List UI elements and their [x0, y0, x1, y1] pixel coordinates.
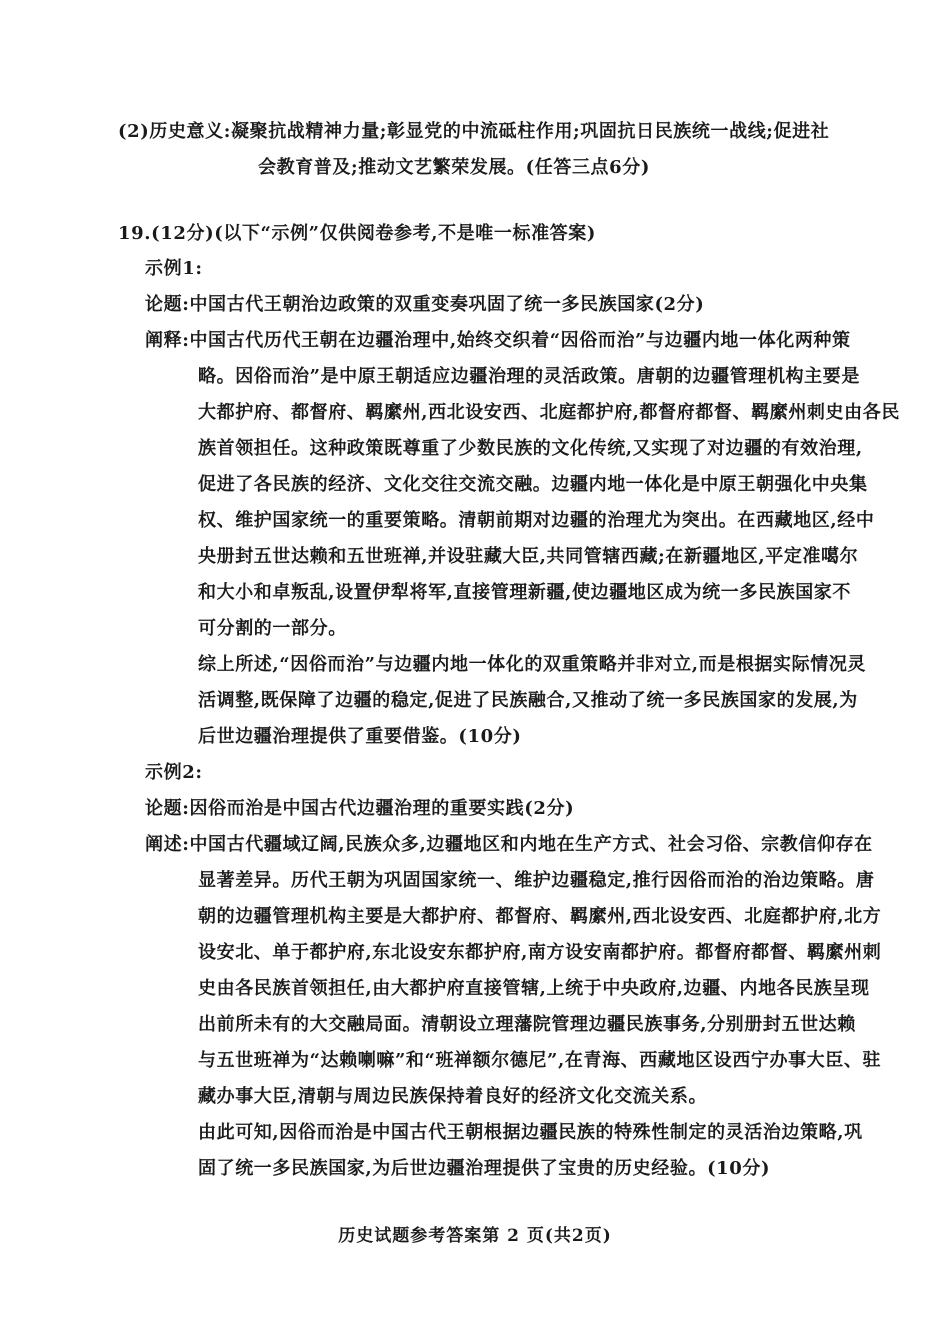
part2-line-2: 会教育普及;推动文艺繁荣发展。(任答三点6分) — [258, 157, 650, 178]
example2-line: 阐述:中国古代疆域辽阔,民族众多,边疆地区和内地在生产方式、社会习俗、宗教信仰存在 — [145, 834, 873, 855]
example1-thesis: 论题:中国古代王朝治边政策的双重变奏巩固了统一多民族国家(2分) — [145, 294, 705, 315]
example2-line: 固了统一多民族国家,为后世边疆治理提供了宝贵的历史经验。(10分) — [198, 1158, 771, 1179]
example1-line: 促进了各民族的经济、文化交往交流交融。边疆内地一体化是中原王朝强化中央集 — [198, 474, 868, 495]
example2-line: 设安北、单于都护府,东北设安东都护府,南方设安南都护府。都督府都督、羁縻州刺 — [198, 942, 882, 963]
example2-line: 朝的边疆管理机构主要是大都护府、都督府、羁縻州,西北设安西、北庭都护府,北方 — [198, 906, 882, 927]
example1-line: 阐释:中国古代历代王朝在边疆治理中,始终交织着“因俗而治”与边疆内地一体化两种策 — [145, 330, 851, 351]
example1-line: 和大小和卓叛乱,设置伊犁将军,直接管理新疆,使边疆地区成为统一多民族国家不 — [198, 582, 851, 603]
example1-label: 示例1: — [145, 258, 203, 279]
example1-line: 活调整,既保障了边疆的稳定,促进了民族融合,又推动了统一多民族国家的发展,为 — [198, 690, 858, 711]
example2-line: 与五世班禅为“达赖喇嘛”和“班禅额尔德尼”,在青海、西藏地区设西宁办事大臣、驻 — [198, 1050, 882, 1071]
example2-line: 史由各民族首领担任,由大都护府直接管辖,上统于中央政府,边疆、内地各民族呈现 — [198, 978, 870, 999]
example2-thesis: 论题:因俗而治是中国古代边疆治理的重要实践(2分) — [145, 798, 575, 819]
example1-line: 可分割的一部分。 — [198, 618, 347, 639]
example2-label: 示例2: — [145, 762, 203, 783]
example2-line: 显著差异。历代王朝为巩固国家统一、维护边疆稳定,推行因俗而治的治边策略。唐 — [198, 870, 875, 891]
example2-line: 藏办事大臣,清朝与周边民族保持着良好的经济文化交流关系。 — [198, 1086, 708, 1107]
example1-line: 略。因俗而治”是中原王朝适应边疆治理的灵活政策。唐朝的边疆管理机构主要是 — [198, 366, 860, 387]
example1-line: 族首领担任。这种政策既尊重了少数民族的文化传统,又实现了对边疆的有效治理, — [198, 438, 863, 459]
example2-line: 由此可知,因俗而治是中国古代王朝根据边疆民族的特殊性制定的灵活治边策略,巩 — [198, 1122, 863, 1143]
example1-line: 央册封五世达赖和五世班禅,并设驻藏大臣,共同管辖西藏;在新疆地区,平定准噶尔 — [198, 546, 859, 567]
example1-line: 后世边疆治理提供了重要借鉴。(10分) — [198, 726, 522, 747]
example1-line: 权、维护国家统一的重要策略。清朝前期对边疆的治理尤为突出。在西藏地区,经中 — [198, 510, 875, 531]
part2-line-1: (2)历史意义:凝聚抗战精神力量;彰显党的中流砥柱作用;巩固抗日民族统一战线;促进社 — [118, 121, 830, 142]
example2-line: 出前所未有的大交融局面。清朝设立理藩院管理边疆民族事务,分别册封五世达赖 — [198, 1014, 856, 1035]
example1-line: 综上所述,“因俗而治”与边疆内地一体化的双重策略并非对立,而是根据实际情况灵 — [198, 654, 867, 675]
q19-header: 19.(12分)(以下“示例”仅供阅卷参考,不是唯一标准答案) — [118, 223, 597, 244]
example1-line: 大都护府、都督府、羁縻州,西北设安西、北庭都护府,都督府都督、羁縻州刺史由各民 — [198, 402, 900, 423]
page-footer: 历史试题参考答案第 2 页(共2页) — [338, 1226, 612, 1246]
